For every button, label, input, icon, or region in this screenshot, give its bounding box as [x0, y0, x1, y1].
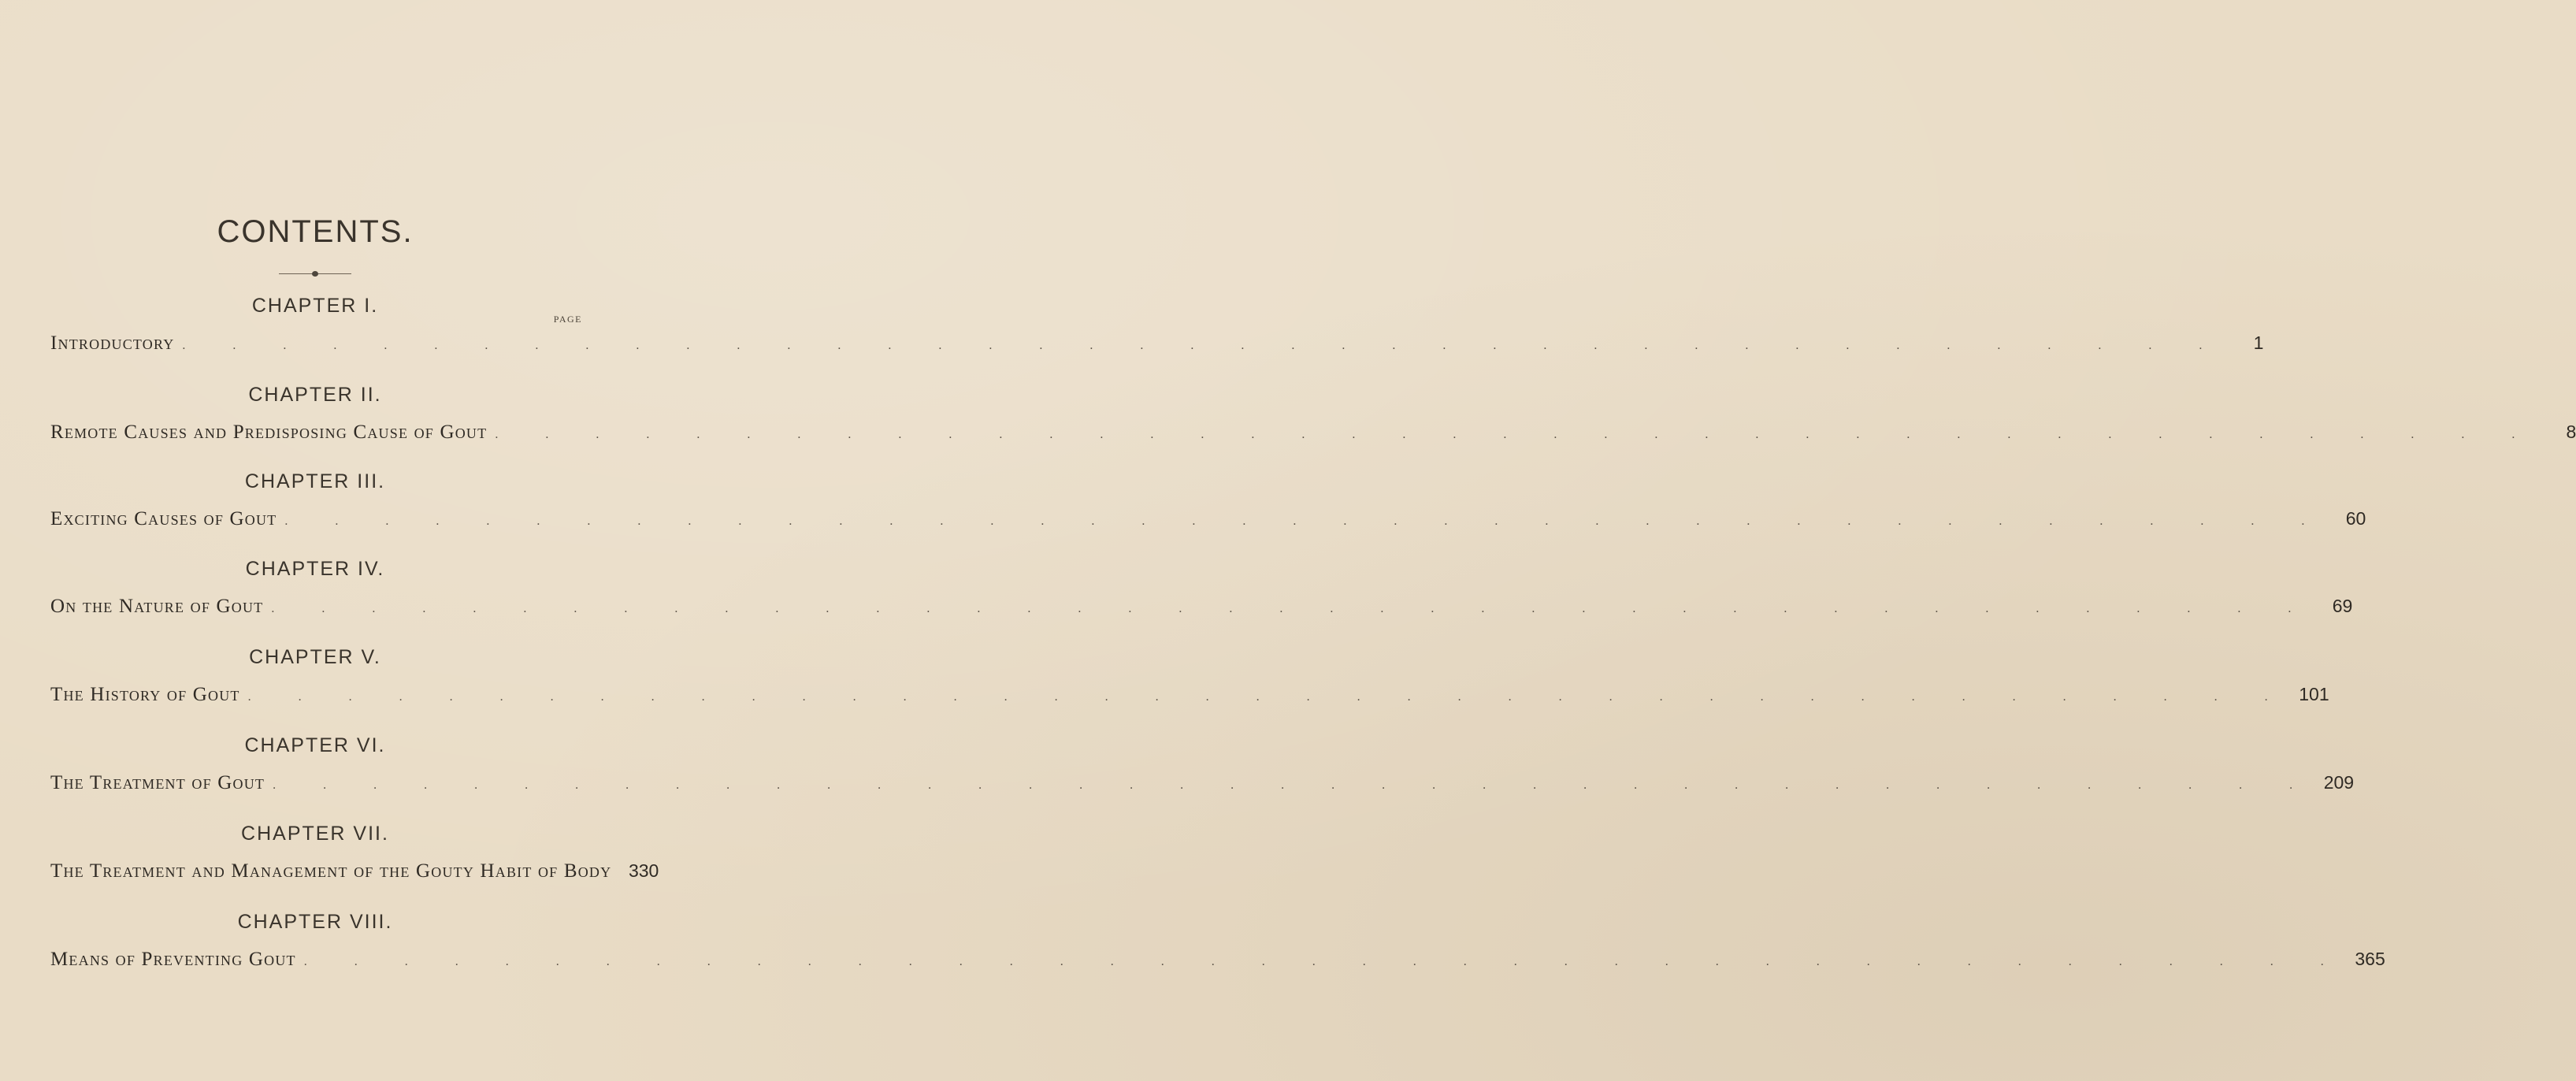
entry-page-number: 101	[2299, 684, 2329, 704]
toc-line	[50, 860, 659, 886]
dot-leader	[304, 955, 2346, 969]
dot-leader	[495, 428, 2537, 442]
dot-leader	[248, 690, 2290, 704]
entry-title: Exciting Causes of Gout	[50, 508, 277, 529]
toc-line	[50, 772, 2355, 797]
dot-leader	[182, 339, 2224, 353]
toc-line	[50, 949, 2385, 974]
toc-entry	[0, 823, 659, 886]
rule-dot	[312, 271, 318, 277]
toc-entry	[0, 646, 2329, 709]
entry-title: Means of Preventing Gout	[50, 949, 296, 970]
toc-line	[50, 596, 2353, 621]
chapter-heading: CHAPTER II.	[248, 384, 382, 406]
page-column-label: PAGE	[553, 314, 582, 325]
toc-entry	[0, 470, 2366, 533]
entry-page-number: 1	[2253, 332, 2264, 353]
entry-title: The History of Gout	[50, 684, 240, 705]
toc-line	[50, 508, 2366, 533]
entry-page-number: 60	[2345, 508, 2366, 529]
entry-title: The Treatment of Gout	[50, 772, 265, 793]
dot-leader	[273, 778, 2314, 793]
entry-title: Introductory	[50, 332, 175, 354]
toc-entry	[0, 384, 2576, 447]
toc-entry	[0, 911, 2385, 974]
chapter-heading: CHAPTER VIII.	[237, 911, 393, 933]
chapter-heading: CHAPTER VII.	[241, 823, 389, 845]
entry-title: Remote Causes and Predisposing Cause of Gout	[50, 422, 488, 443]
entry-page-number: 365	[2355, 949, 2385, 969]
entry-page-number: 330	[628, 860, 659, 881]
toc-entry	[0, 295, 2264, 358]
chapter-heading: CHAPTER VI.	[244, 734, 386, 756]
dot-leader	[271, 602, 2313, 616]
toc-entry	[0, 558, 2353, 621]
toc-entry	[0, 734, 2355, 797]
chapter-heading: CHAPTER I.	[251, 295, 379, 317]
chapter-heading: CHAPTER IV.	[245, 558, 385, 580]
dot-leader	[284, 514, 2326, 529]
page-title: CONTENTS.	[217, 214, 414, 249]
toc-line	[50, 684, 2329, 709]
entry-page-number: 69	[2332, 596, 2353, 616]
entry-title: On the Nature of Gout	[50, 596, 264, 617]
entry-title: The Treatment and Management of the Gouty Habit of Body	[50, 860, 612, 882]
chapter-heading: CHAPTER V.	[249, 646, 381, 668]
entry-page-number: 8	[2566, 422, 2576, 442]
entry-page-number: 209	[2323, 772, 2355, 793]
chapter-heading: CHAPTER III.	[244, 470, 386, 492]
toc-line	[50, 422, 2576, 447]
ornamental-rule	[279, 270, 351, 278]
toc-line	[50, 332, 2264, 358]
